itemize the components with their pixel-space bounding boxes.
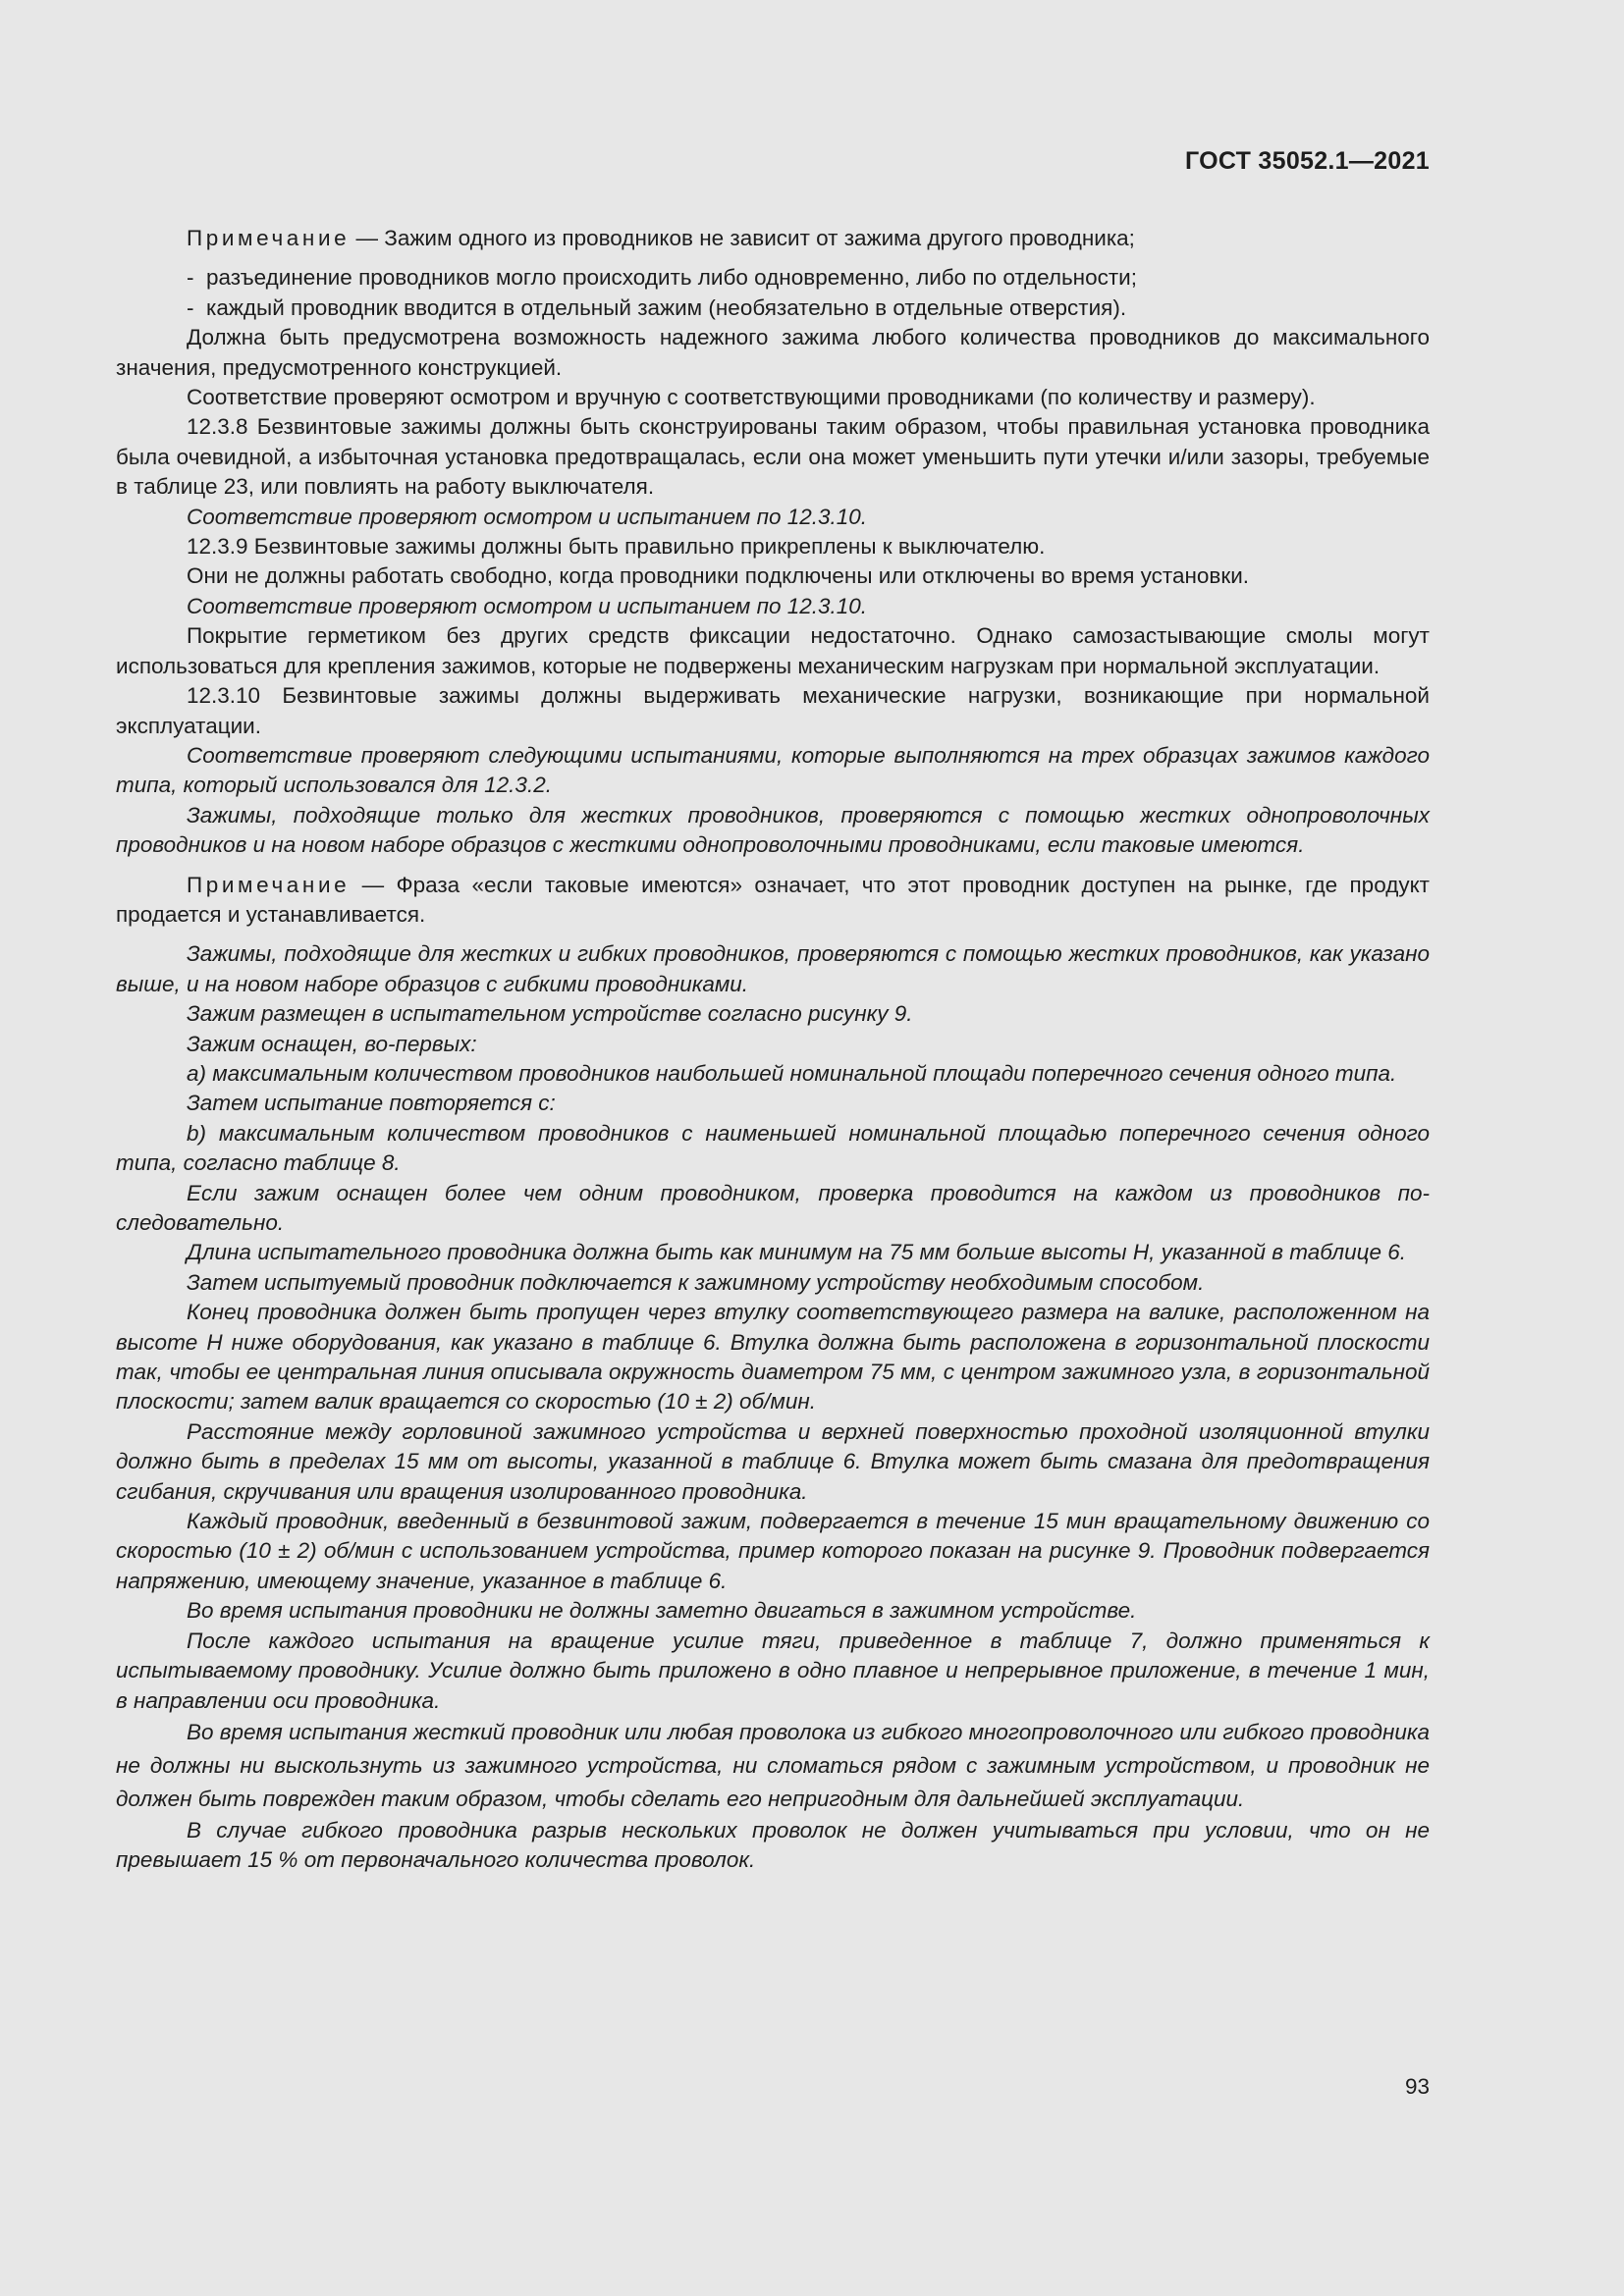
test-paragraph: Во время испытания жесткий проводник или любая проволока из гибкого многопроволочного или гибкого проводника не должны ни выскользнуть из зажимного устройства, ни сломаться рядом с зажимным устройством, и проводник не должен быть поврежден таким образом, чтобы сделать его непригодным для дальнейшей эксплуатации.: [116, 1719, 1430, 1811]
note-text: — Зажим одного из проводников не зависит от зажима другого проводника;: [350, 226, 1135, 250]
note-paragraph: [116, 871, 1430, 931]
test-list-item-a: a) максимальным количеством проводников наибольшей номинальной площади поперечного сечения одного типа.: [187, 1060, 1397, 1086]
test-paragraph: Зажим оснащен, во-первых:: [187, 1031, 477, 1056]
list-dash: -: [187, 265, 194, 291]
note-text: — Фраза «если таковые имеются» означает, что этот проводник доступен на рынке, где продукт продается и устанавливается.: [116, 872, 1430, 927]
test-paragraph: Затем испытание повторяется с:: [187, 1091, 556, 1116]
note-label: Примечание: [187, 226, 351, 250]
compliance-paragraph: Соответствие проверяют следующими испытаниями, которые выполняются на трех образцах зажимов каждого типа, который использовался для 12.3.2.: [116, 742, 1430, 798]
clause-12-3-8: 12.3.8 Безвинтовые зажимы должны быть сконструированы таким образом, чтобы правильная установка проводника была очевидной, а избыточная установка предотвращалась, если она может уменьшить пути утечки и/или зазоры, требуемые в таблице 23, или повлиять на работу выключателя.: [116, 414, 1430, 500]
test-paragraph: Длина испытательного проводника должна быть как минимум на 75 мм больше высоты H, указанной в таблице 6.: [187, 1240, 1407, 1265]
test-list-item-b: b) максимальным количеством проводников с наименьшей номинальной площадью поперечного сечения одного типа, согласно таблице 8.: [116, 1120, 1430, 1176]
list-item-text: разъединение проводников могло происходить либо одновременно, либо по отдельности;: [206, 265, 1137, 291]
compliance-paragraph: Соответствие проверяют осмотром и испытанием по 12.3.10.: [187, 593, 868, 618]
test-paragraph: Расстояние между горловиной зажимного устройства и верхней поверхностью проходной изоляционной втулки должно быть в пределах 15 мм от высоты, указанной в таблице 6. Втулка может быть смазана для предотвращения сгибания, скручивания или вращения изолированного проводника.: [116, 1418, 1430, 1504]
clause-12-3-9: 12.3.9 Безвинтовые зажимы должны быть правильно прикреплены к выключателю.: [187, 534, 1046, 560]
list-dash: -: [187, 294, 194, 320]
standard-designation: ГОСТ 35052.1—2021: [1184, 147, 1430, 175]
test-paragraph: Каждый проводник, введенный в безвинтовой зажим, подвергается в течение 15 мин вращательному движению со скоростью (10 ± 2) об/мин с использованием устройства, пример которого показан на рисунке 9. Проводник подвергается напряжению, имеющему значение, указанное в таблице 6.: [116, 1509, 1430, 1593]
test-paragraph: После каждого испытания на вращение усилие тяги, приведенное в таблице 7, должно применяться к испытываемому проводнику. Усилие должно быть приложено в одно плавное и непрерывное приложение, в течение 1 мин, в направлении оси проводника.: [116, 1628, 1430, 1713]
clause-12-3-10: 12.3.10 Безвинтовые зажимы должны выдерживать механические нагрузки, возникающие при нормальной эксплуатации.: [116, 683, 1430, 738]
test-paragraph: В случае гибкого проводника разрыв нескольких проволок не должен учитываться при условии, что он не превышает 15 % от первоначального количества проволок.: [116, 1817, 1430, 1873]
test-paragraph: Во время испытания проводники не должны заметно двигаться в зажимном устройстве.: [187, 1598, 1137, 1624]
paragraph: Они не должны работать свободно, когда проводники подключены или отключены во время установки.: [187, 563, 1250, 589]
page-number: 93: [1404, 2074, 1430, 2099]
compliance-paragraph: Соответствие проверяют осмотром и испытанием по 12.3.10.: [187, 504, 868, 529]
paragraph: Соответствие проверяют осмотром и вручную с соответствующими проводниками (по количеству и размеру).: [187, 385, 1316, 410]
page-body: [116, 224, 1430, 1876]
dash-list-item: [116, 263, 1430, 293]
list-item-text: каждый проводник вводится в отдельный зажим (необязательно в отдельные отверстия).: [206, 294, 1127, 320]
test-paragraph: Затем испытуемый проводник подключается к зажимному устройству необходимым способом.: [187, 1269, 1205, 1295]
test-paragraph: Зажим размещен в испытательном устройстве согласно рисунку 9.: [187, 1001, 913, 1027]
test-paragraph: Конец проводника должен быть пропущен через втулку соответствующего размера на валике, расположенном на высоте H ниже оборудования, как указано в таблице 6. Втулка должна быть расположена в горизонтальной плоскости так, чтобы ее центральная линия описывала окружность диаметром 75 мм, с центром зажимного узла, в горизонтальной плоскости; затем валик вращается со скоростью (10 ± 2) об/мин.: [116, 1300, 1430, 1415]
test-paragraph: Зажимы, подходящие для жестких и гибких проводников, проверяются с помощью жестких проводников, как указано выше, и на новом наборе образцов с гибкими проводниками.: [116, 941, 1430, 996]
paragraph: Покрытие герметиком без других средств фиксации недостаточно. Однако самозастывающие смолы могут использоваться для крепления зажимов, которые не подвержены механическим нагрузкам при нормальной эксплуатации.: [116, 623, 1430, 678]
test-paragraph: Зажимы, подходящие только для жестких проводников, проверяются с помощью жестких однопроволочных проводников и на новом наборе образцов с жесткими однопроволочными проводниками, если таковые имеются.: [116, 802, 1430, 858]
note-label: Примечание: [187, 872, 351, 897]
dash-list-item: [116, 294, 1430, 323]
paragraph: Должна быть предусмотрена возможность надежного зажима любого количества проводников до максимального значения, предусмотренного конструкцией.: [116, 325, 1430, 380]
test-paragraph: Если зажим оснащен более чем одним проводником, проверка проводится на каждом из проводников последовательно.: [116, 1180, 1430, 1235]
note-paragraph: [116, 224, 1430, 253]
